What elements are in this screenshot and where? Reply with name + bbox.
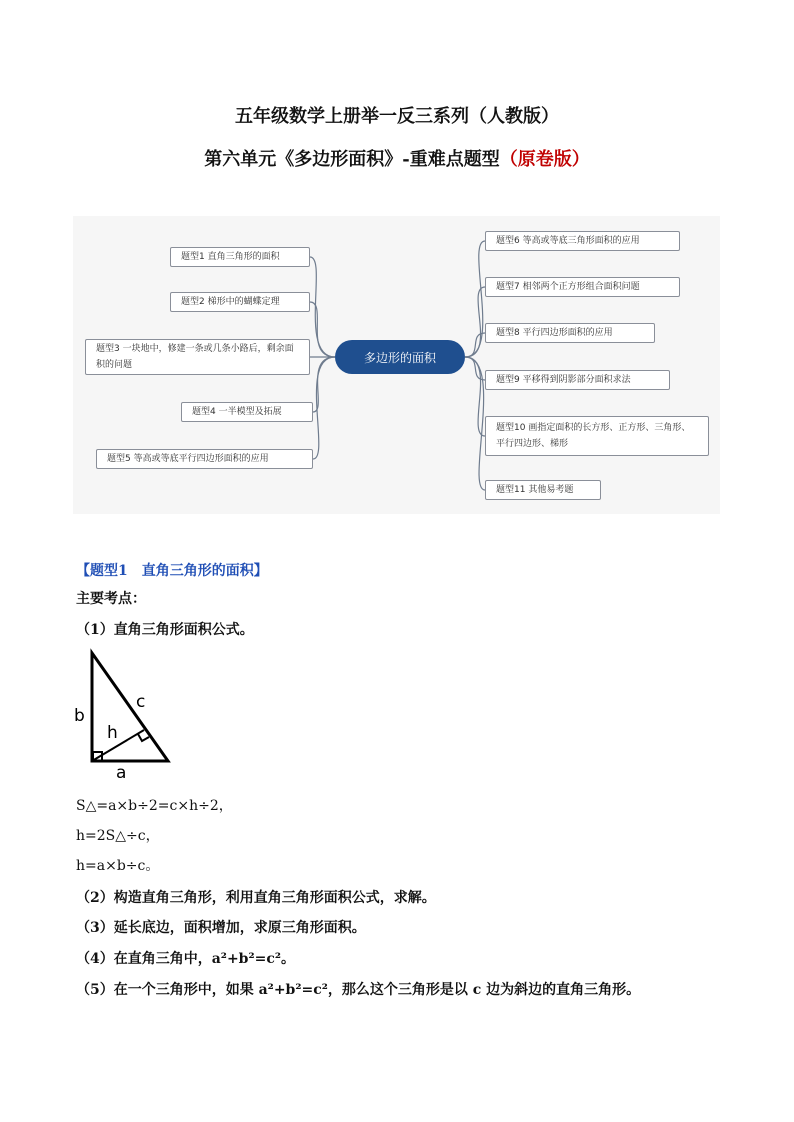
mind-map-center: 多边形的面积: [335, 340, 465, 374]
mind-map-node-11: 题型11 其他易考题: [485, 480, 601, 500]
mind-map-node-10: 题型10 画指定面积的长方形、正方形、三角形、平行四边形、梯形: [485, 416, 709, 456]
connector-11: [465, 357, 485, 490]
connector-5: [313, 357, 335, 459]
height-right-angle-mark: [138, 734, 149, 741]
subtitle-accent: （原卷版）: [499, 149, 590, 170]
mind-map: [73, 216, 720, 514]
mind-map-node-4: 题型4 一半模型及拓展: [181, 402, 313, 422]
label-b: b: [74, 706, 85, 726]
mind-map-node-9: 题型9 平移得到阴影部分面积求法: [485, 370, 670, 390]
triangle-outline: [92, 653, 168, 761]
mind-map-node-6: 题型6 等高或等底三角形面积的应用: [485, 231, 680, 251]
label-c: c: [136, 692, 146, 712]
mind-map-node-3: 题型3 一块地中，修建一条或几条小路后，剩余面积的问题: [85, 339, 310, 375]
mind-map-node-8: 题型8 平行四边形面积的应用: [485, 323, 655, 343]
mind-map-node-1: 题型1 直角三角形的面积: [170, 247, 310, 267]
formula-3: h=a×b÷c。: [76, 858, 160, 874]
point-5: （5）在一个三角形中，如果 a²+b²=c²，那么这个三角形是以 c 边为斜边的直角三角形。: [76, 982, 641, 998]
point-2: （2）构造直角三角形，利用直角三角形面积公式，求解。: [76, 890, 436, 906]
label-h: h: [107, 723, 118, 743]
height-line: [92, 730, 144, 761]
mind-map-node-2: 题型2 梯形中的蝴蝶定理: [170, 292, 310, 312]
right-triangle-figure: [72, 645, 182, 780]
formula-1: S△=a×b÷2=c×h÷2，: [76, 798, 233, 814]
mind-map-node-5: 题型5 等高或等底平行四边形面积的应用: [96, 449, 313, 469]
connector-2: [310, 302, 335, 357]
point-4: （4）在直角三角中，a²+b²=c²。: [76, 951, 295, 967]
point-1: （1）直角三角形面积公式。: [76, 622, 254, 638]
section-heading: 【题型1 直角三角形的面积】: [76, 563, 268, 579]
point-3: （3）延长底边，面积增加，求原三角形面积。: [76, 920, 366, 936]
formula-2: h=2S△÷c，: [76, 828, 160, 844]
connector-1: [310, 257, 335, 357]
mind-map-node-7: 题型7 相邻两个正方形组合面积问题: [485, 277, 680, 297]
document-subtitle: [0, 145, 794, 171]
connector-6: [465, 241, 485, 357]
points-label: 主要考点：: [76, 591, 146, 607]
label-a: a: [116, 763, 127, 780]
document-title: 五年级数学上册举一反三系列（人教版）: [235, 106, 559, 127]
subtitle-main: 第六单元《多边形面积》-重难点题型: [204, 149, 500, 170]
